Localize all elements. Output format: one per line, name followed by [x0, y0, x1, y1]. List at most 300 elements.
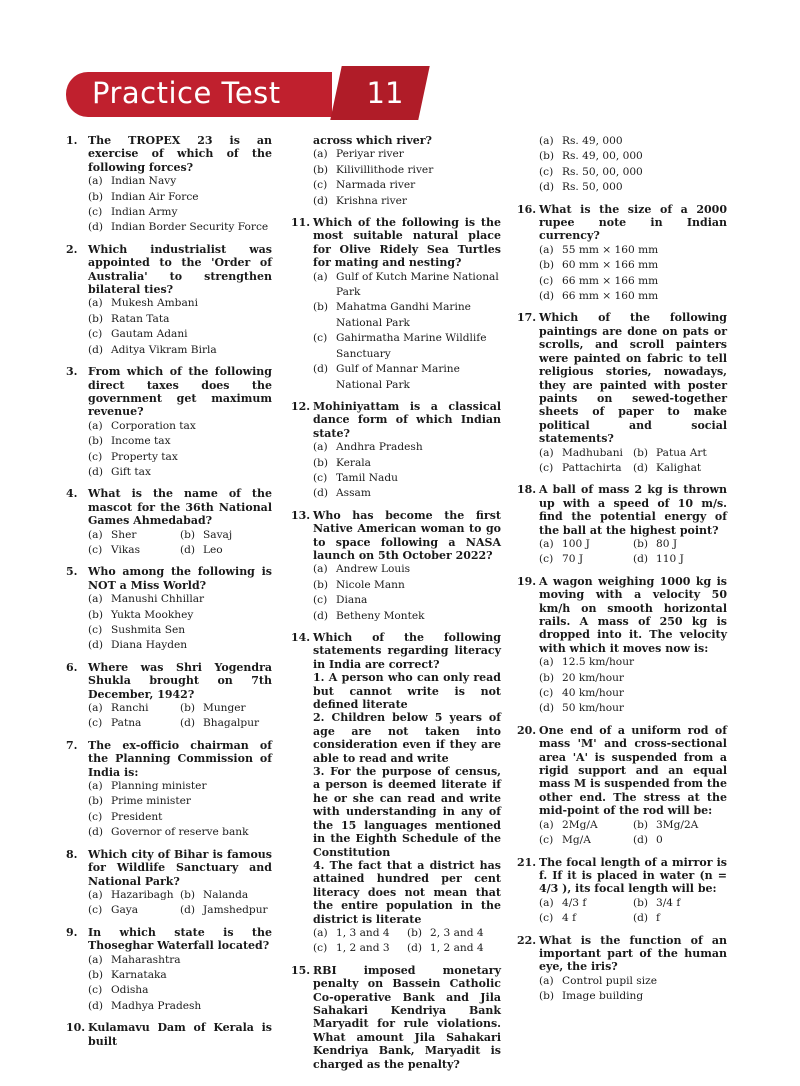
option-text: Krishna river [336, 194, 407, 207]
option-text: Bhagalpur [203, 717, 260, 730]
option-label: (d) [313, 363, 329, 376]
option [88, 953, 272, 968]
option [539, 989, 727, 1004]
option-label: (a) [313, 441, 328, 454]
option-label: (b) [633, 446, 649, 459]
option-label: (c) [88, 450, 103, 463]
option-text: 66 mm × 166 mm [562, 274, 659, 287]
question-18 [517, 483, 727, 567]
option [539, 165, 727, 180]
option-label: (b) [313, 456, 329, 469]
option [313, 926, 407, 941]
option [539, 180, 727, 195]
option-label: (b) [407, 926, 423, 939]
option-text: 60 mm × 166 mm [562, 259, 659, 272]
option [633, 446, 727, 461]
question-text: Which of the following statements regarding literacy in India are correct? [313, 631, 501, 671]
question-text: Which industrialist was appointed to the 'Order of Australia' to strengthen bilateral ties? [88, 242, 272, 297]
question-text: One end of a uniform rod of mass 'M' and cross-sectional area 'A' is suspended from a rigid support and an equal mass M is suspended from the other end. The stress at the mid-point of the rod will be: [539, 723, 727, 818]
option-text: Betheny Montek [336, 609, 425, 622]
question-text: Which city of Bihar is famous for Wildlife Sanctuary and National Park? [88, 847, 272, 888]
question-text: A wagon weighing 1000 kg is moving with a velocity 50 km/h on smooth horizontal rails. A mass of 250 kg is dropped into it. The velocity with which it moves now is: [539, 574, 727, 655]
option-label: (c) [539, 553, 554, 566]
option-text: Patna [111, 717, 142, 730]
question-1 [66, 134, 272, 236]
option [88, 543, 180, 558]
option [313, 578, 501, 593]
option-text: Image building [562, 990, 644, 1003]
option-text: 2Mg/A [562, 818, 598, 831]
option-text: Vikas [111, 543, 141, 556]
option-text: President [111, 810, 163, 823]
option [407, 941, 501, 956]
option [313, 456, 501, 471]
option [313, 440, 501, 455]
question-13 [291, 509, 501, 624]
option [88, 779, 272, 794]
option [88, 903, 180, 918]
option-label: (a) [313, 563, 328, 576]
option-text: Maharashtra [111, 953, 181, 966]
option-text: 1, 2 and 4 [430, 942, 484, 955]
option-label: (d) [88, 639, 104, 652]
option [539, 818, 633, 833]
option [88, 312, 272, 327]
option-label: (a) [539, 537, 554, 550]
option-label: (c) [313, 471, 328, 484]
option [313, 163, 501, 178]
option [88, 450, 272, 465]
option [180, 716, 272, 731]
option [88, 592, 272, 607]
option-label: (a) [539, 656, 554, 669]
question-text: Kulamavu Dam of Kerala is built [88, 1021, 272, 1048]
option-text: 55 mm × 160 mm [562, 243, 659, 256]
question-number: 13. [291, 508, 311, 522]
question-number: 16. [517, 202, 537, 216]
option-text: 50 km/hour [562, 702, 624, 715]
option-label: (d) [88, 826, 104, 839]
question-number: 14. [291, 631, 311, 644]
option [633, 461, 727, 476]
question-12 [291, 400, 501, 502]
question-text: What is the function of an important part of the human eye, the iris? [539, 933, 727, 974]
option-text: Leo [203, 543, 223, 556]
question-number: 18. [517, 483, 537, 497]
question-text: Who has become the first Native American woman to go to space following a NASA launch on 5th October 2022? [313, 508, 501, 562]
option [539, 289, 727, 304]
option-label: (c) [539, 912, 554, 925]
column-3 [517, 134, 727, 1012]
question-9 [66, 926, 272, 1014]
option-label: (d) [633, 912, 649, 925]
option-text: Mahatma Gandhi Marine National Park [336, 301, 471, 329]
option-label: (d) [539, 181, 555, 194]
option [539, 446, 633, 461]
option-text: Gautam Adani [111, 328, 188, 341]
option-label: (a) [88, 175, 103, 188]
option-text: Indian Air Force [111, 190, 199, 203]
option-text: Assam [336, 487, 371, 500]
option [539, 686, 727, 701]
practice-test-banner [66, 72, 426, 117]
option [539, 701, 727, 716]
option [88, 999, 272, 1014]
option [313, 300, 501, 331]
option-label: (d) [88, 343, 104, 356]
question-8 [66, 848, 272, 919]
option [88, 220, 272, 235]
option-label: (b) [88, 435, 104, 448]
option-label: (d) [633, 834, 649, 847]
option-label: (a) [539, 243, 554, 256]
option-label: (c) [539, 834, 554, 847]
question-text: Which of the following is the most suitable natural place for Olive Ridely Sea Turtles for mating and nesting? [313, 216, 501, 270]
option-text: Madhubani [562, 446, 623, 459]
option-text: 2, 3 and 4 [430, 926, 484, 939]
option-label: (b) [633, 537, 649, 550]
option [313, 147, 501, 162]
option-label: (b) [539, 150, 555, 163]
option [180, 701, 272, 716]
option-label: (d) [180, 904, 196, 917]
option [633, 818, 727, 833]
option-grid [539, 446, 727, 477]
option [88, 608, 272, 623]
option [539, 671, 727, 686]
option [88, 190, 272, 205]
option-grid [539, 896, 727, 927]
option-label: (d) [180, 543, 196, 556]
option-text: Planning minister [111, 780, 207, 793]
option-label: (a) [88, 953, 103, 966]
option [633, 833, 727, 848]
question-text: The focal length of a mirror is f. If it is placed in water (n = 4/3 ), its focal length will be: [539, 855, 727, 896]
option-label: (c) [313, 179, 328, 192]
option [313, 562, 501, 577]
option-label: (a) [88, 702, 103, 715]
option-label: (b) [633, 818, 649, 831]
option [539, 461, 633, 476]
option-text: Rs. 50, 00, 000 [562, 165, 643, 178]
option-text: Aditya Vikram Birla [111, 343, 217, 356]
option [88, 205, 272, 220]
option-label: (d) [539, 290, 555, 303]
option-label: (d) [633, 461, 649, 474]
option-text: Munger [203, 702, 246, 715]
option [180, 903, 272, 918]
option [88, 327, 272, 342]
question-text: What is the size of a 2000 rupee note in Indian currency? [539, 202, 727, 243]
option-text: 4/3 f [562, 896, 587, 909]
option [539, 149, 727, 164]
option-text: 4 f [562, 912, 577, 925]
question-number: 20. [517, 723, 537, 737]
option [88, 623, 272, 638]
option-text: Ratan Tata [111, 312, 170, 325]
option-text: Indian Navy [111, 175, 177, 188]
option-label: (b) [180, 888, 196, 901]
question-number: 11. [291, 216, 311, 230]
option [539, 655, 727, 670]
question-number: 2. [66, 242, 78, 256]
question-7 [66, 739, 272, 841]
question-text: From which of the following direct taxes does the government get maximum revenue? [88, 365, 272, 419]
question-number: 10. [66, 1021, 86, 1035]
option-text: Pattachirta [562, 461, 622, 474]
option [313, 486, 501, 501]
option-text: Kilivillithode river [336, 163, 434, 176]
option [88, 810, 272, 825]
option [313, 178, 501, 193]
test-number: 11 [366, 76, 404, 110]
option [313, 609, 501, 624]
option-grid [88, 701, 272, 732]
option [313, 593, 501, 608]
option-label: (d) [88, 999, 104, 1012]
question-text: across which river? [313, 134, 432, 147]
option-label: (a) [539, 974, 554, 987]
option [88, 825, 272, 840]
option-text: Governor of reserve bank [111, 826, 249, 839]
question-10 [66, 1021, 272, 1048]
option [88, 434, 272, 449]
option-text: 70 J [562, 553, 584, 566]
option-label: (d) [313, 487, 329, 500]
option [313, 194, 501, 209]
option-grid [539, 818, 727, 849]
option-text: Gulf of Mannar Marine National Park [336, 363, 460, 391]
option-text: Sushmita Sen [111, 624, 186, 636]
option-text: Control pupil size [562, 974, 657, 987]
option [539, 274, 727, 289]
option-text: Indian Army [111, 206, 178, 219]
option-text: Diana Hayden [111, 639, 188, 652]
option [313, 471, 501, 486]
question-number: 22. [517, 933, 537, 947]
option-label: (d) [313, 194, 329, 207]
option [88, 343, 272, 358]
option-label: (a) [313, 270, 328, 283]
option-label: (d) [313, 609, 329, 622]
option-text: Narmada river [336, 179, 416, 192]
question-14 [291, 631, 501, 957]
statement: 2. Children below 5 years of age are not taken into consideration even if they are able to read and write [313, 711, 501, 765]
question-number: 4. [66, 487, 78, 501]
option [180, 888, 272, 903]
question-15-options [517, 134, 727, 196]
question-20 [517, 724, 727, 849]
question-text: What is the name of the mascot for the 36th National Games Ahmedabad? [88, 487, 272, 528]
option-text: Hazaribagh [111, 888, 174, 901]
option-label: (c) [313, 332, 328, 345]
question-text: Which of the following paintings are done on pats or scrolls, and scroll painters were painted on fabric to tell religious stories, nowadays, they are painted with poster paints on sewed-together sheets of paper to make political and social statements? [539, 311, 727, 446]
question-15 [291, 964, 501, 1071]
question-number: 21. [517, 855, 537, 869]
option [88, 465, 272, 480]
option-label: (b) [633, 896, 649, 909]
option-text: Manushi Chhillar [111, 593, 205, 606]
option [88, 794, 272, 809]
option-grid [88, 528, 272, 559]
option-text: 80 J [656, 537, 678, 550]
option-text: 3/4 f [656, 896, 681, 909]
option-text: Kalighat [656, 461, 702, 474]
option-label: (a) [313, 926, 328, 939]
option-text: Nalanda [203, 888, 249, 901]
option-label: (b) [88, 312, 104, 325]
option-label: (a) [539, 135, 554, 147]
option-label: (a) [88, 780, 103, 793]
option-label: (c) [313, 942, 328, 955]
statement: 1. A person who can only read but cannot write is not defined literate [313, 671, 501, 712]
option-grid [88, 888, 272, 919]
option-label: (b) [180, 528, 196, 541]
option-label: (b) [539, 671, 555, 684]
option [313, 331, 501, 362]
option [88, 419, 272, 434]
option-text: Kerala [336, 456, 371, 469]
option [633, 552, 727, 567]
option-label: (d) [539, 702, 555, 715]
option [539, 537, 633, 552]
question-3 [66, 365, 272, 480]
option [539, 911, 633, 926]
option [313, 941, 407, 956]
option-text: 3Mg/2A [656, 818, 699, 831]
question-2 [66, 243, 272, 358]
question-number: 15. [291, 963, 311, 977]
option [407, 926, 501, 941]
option-label: (b) [88, 968, 104, 981]
option [539, 896, 633, 911]
option-label: (d) [180, 717, 196, 730]
option [633, 537, 727, 552]
option-label: (d) [407, 942, 423, 955]
option-label: (b) [313, 578, 329, 591]
option [88, 174, 272, 189]
option-text: Corporation tax [111, 419, 196, 432]
question-6 [66, 661, 272, 732]
option [88, 968, 272, 983]
question-text: Mohiniyattam is a classical dance form of which Indian state? [313, 399, 501, 440]
option-text: Gahirmatha Marine Wildlife Sanctuary [336, 332, 487, 360]
question-4 [66, 487, 272, 558]
option [313, 362, 501, 393]
option [88, 716, 180, 731]
option-text: Mukesh Ambani [111, 297, 198, 310]
option-label: (c) [88, 328, 103, 341]
question-19 [517, 575, 727, 717]
option-label: (b) [180, 702, 196, 715]
option-text: Prime minister [111, 795, 191, 808]
option [88, 528, 180, 543]
question-number: 5. [66, 565, 78, 579]
option-label: (d) [88, 465, 104, 478]
option [88, 296, 272, 311]
question-21 [517, 856, 727, 927]
question-number: 17. [517, 311, 537, 325]
option-text: Andrew Louis [336, 563, 411, 576]
option-text: Savaj [203, 528, 233, 541]
option-label: (b) [313, 163, 329, 176]
question-text: Who among the following is NOT a Miss World? [88, 565, 272, 592]
option-text: Rs. 49, 000 [562, 135, 623, 147]
option-text: 66 mm × 160 mm [562, 290, 659, 303]
question-number: 7. [66, 738, 78, 752]
option-label: (c) [88, 206, 103, 219]
option-text: Gulf of Kutch Marine National Park [336, 270, 499, 299]
option-grid [313, 926, 501, 957]
option [88, 983, 272, 998]
option [539, 243, 727, 258]
option-label: (b) [539, 259, 555, 272]
question-number: 6. [66, 660, 78, 674]
option-text: Indian Border Security Force [111, 221, 269, 234]
option [180, 528, 272, 543]
option-label: (d) [88, 221, 104, 234]
option-text: Patua Art [656, 446, 707, 459]
option-label: (a) [313, 148, 328, 161]
option-label: (b) [88, 795, 104, 808]
option-text: 1, 2 and 3 [336, 942, 390, 955]
option-label: (a) [539, 896, 554, 909]
question-text: In which state is the Thoseghar Waterfall located? [88, 925, 272, 953]
option-grid [539, 537, 727, 568]
option [539, 258, 727, 273]
question-17 [517, 311, 727, 476]
question-22 [517, 934, 727, 1005]
question-number: 8. [66, 847, 78, 861]
option-label: (c) [539, 274, 554, 287]
option-label: (a) [539, 446, 554, 459]
question-text: The ex-officio chairman of the Planning Commission of India is: [88, 738, 272, 779]
question-text: RBI imposed monetary penalty on Bassein Catholic Co-operative Bank and Jila Sahakari Kendriya Bank Maryadit for rule violations. What amount Jila Sahakari Kendriya Bank, Maryadit is charged as the penalty? [313, 963, 501, 1071]
question-text: The TROPEX 23 is an exercise of which of the following forces? [88, 134, 272, 174]
column-1 [66, 134, 272, 1055]
option-label: (c) [539, 165, 554, 178]
option-label: (a) [88, 419, 103, 432]
option-text: Mg/A [562, 834, 591, 847]
option-text: Ranchi [111, 702, 149, 715]
option-text: 40 km/hour [562, 687, 624, 700]
statement: 3. For the purpose of census, a person is deemed literate if he or she can read and write with understanding in any of the 15 languages mentioned in the Eighth Schedule of the Constitution [313, 765, 501, 859]
option-text: Andhra Pradesh [336, 441, 423, 454]
option-label: (b) [313, 301, 329, 314]
option-text: Karnataka [111, 968, 167, 981]
option [313, 270, 501, 301]
option-label: (a) [88, 528, 103, 541]
option-text: Sher [111, 528, 137, 541]
option-label: (c) [539, 687, 554, 700]
option-label: (c) [88, 543, 103, 556]
option [539, 134, 727, 149]
option-label: (c) [88, 904, 103, 917]
option [88, 638, 272, 653]
option-label: (b) [539, 990, 555, 1003]
option [88, 701, 180, 716]
option-label: (c) [539, 461, 554, 474]
question-number: 9. [66, 925, 78, 939]
option-text: Rs. 49, 00, 000 [562, 150, 643, 163]
statement: 4. The fact that a district has attained hundred per cent literacy does not mean that the entire population in the district is literate [313, 858, 501, 926]
question-11 [291, 216, 501, 393]
option [633, 896, 727, 911]
option-text: Gaya [111, 904, 139, 917]
option-text: 110 J [656, 553, 684, 566]
question-number: 19. [517, 574, 537, 588]
option-label: (d) [633, 553, 649, 566]
